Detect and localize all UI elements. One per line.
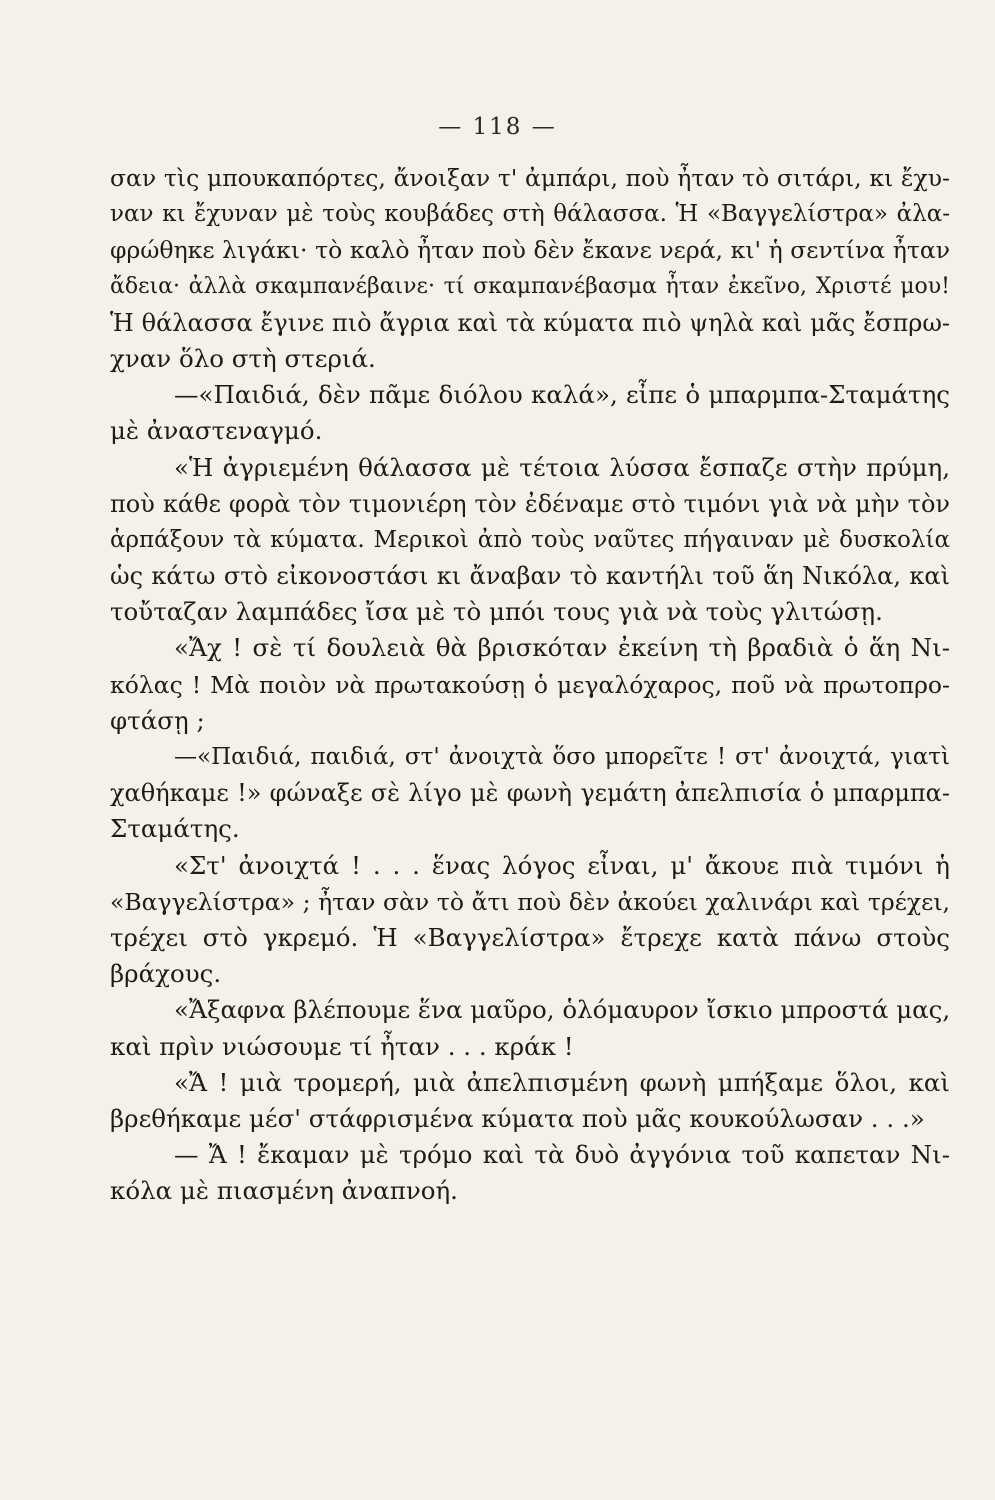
text-line: κόλα μὲ πιασμένη ἀναπνοή.	[110, 1176, 458, 1206]
text-line: ἁρπάξουν τὰ κύματα. Μερικοὶ ἀπὸ τοὺς ναῦτες πήγαιναν μὲ δυσκολία	[110, 526, 950, 553]
text-line: τοὔταζαν λαμπάδες ἴσα μὲ τὸ μπόι τους γιὰ νὰ τοὺς γλιτώσῃ.	[110, 597, 883, 627]
text-line: βράχους.	[110, 959, 222, 989]
text-line: «Ἡ ἀγριεμένη θάλασσα μὲ τέτοια λύσσα ἔσπαζε στὴν πρύμη,	[174, 452, 950, 482]
text-line: ἄδεια· ἀλλὰ σκαμπανέβαινε· τί σκαμπανέβασμα ἦταν ἐκεῖνο, Χριστέ μου!	[110, 273, 950, 299]
text-line: — Ἄ ! ἔκαμαν μὲ τρόμο καὶ τὰ δυὸ ἀγγόνια τοῦ καπεταν Νι-	[174, 1140, 950, 1170]
text-line: «Ἄχ ! σὲ τί δουλειὰ θὰ βρισκόταν ἐκείνη τὴ βραδιὰ ὁ ἅη Νι-	[174, 633, 950, 663]
body-text	[110, 160, 950, 1209]
text-line: φρώθηκε λιγάκι· τὸ καλὸ ἦταν ποὺ δὲν ἔκανε νερά, κι' ἡ σεντίνα ἦταν	[110, 236, 950, 265]
text-line: Σταμάτης.	[110, 814, 240, 844]
text-line: χαθήκαμε !» φώναξε σὲ λίγο μὲ φωνὴ γεμάτη ἀπελπισία ὁ μπαρμπα-	[110, 779, 950, 808]
text-line: φτάσῃ ;	[110, 705, 205, 735]
text-line: τρέχει στὸ γκρεμό. Ἡ «Βαγγελίστρα» ἔτρεχε κατὰ πάνω στοὺς	[110, 922, 950, 952]
text-line: «Ἄ ! μιὰ τρομερή, μιὰ ἀπελπισμένη φωνὴ μπήξαμε ὅλοι, καὶ	[174, 1067, 950, 1097]
text-line: ὡς κάτω στὸ εἰκονοστάσι κι ἄναβαν τὸ καντήλι τοῦ ἅη Νικόλα, καὶ	[110, 562, 950, 591]
text-line: κόλας ! Μὰ ποιὸν νὰ πρωτακούσῃ ὁ μεγαλόχαρος, ποῦ νὰ πρωτοπρο-	[110, 670, 950, 699]
text-line: —«Παιδιά, δὲν πᾶμε διόλου καλά», εἶπε ὁ μπαρμπα-Σταμάτης	[174, 380, 950, 410]
page-number: — 118 —	[438, 114, 557, 140]
text-line: ποὺ κάθε φορὰ τὸν τιμονιέρη τὸν ἐδέναμε στὸ τιμόνι γιὰ νὰ μὴν τὸν	[110, 489, 950, 518]
text-line: καὶ πρὶν νιώσουμε τί ἦταν . . . κράκ !	[110, 1031, 574, 1061]
text-line: βρεθήκαμε μέσ' στάφρισμένα κύματα ποὺ μᾶς κουκούλωσαν . . .»	[110, 1103, 925, 1133]
text-line: ναν κι ἔχυναν μὲ τοὺς κουβάδες στὴ θάλασσα. Ἡ «Βαγγελίστρα» ἀλα-	[110, 201, 950, 228]
text-line: σαν τὶς μπουκαπόρτες, ἄνοιξαν τ' ἀμπάρι, ποὺ ἦταν τὸ σιτάρι, κι ἔχυ-	[110, 164, 950, 192]
text-line: «Βαγγελίστρα» ; ἦταν σὰν τὸ ἄτι ποὺ δὲν ἀκούει χαλινάρι καὶ τρέχει,	[110, 887, 950, 916]
text-line: «Στ' ἀνοιχτά ! . . . ἕνας λόγος εἶναι, μ' ἄκουε πιὰ τιμόνι ἡ	[174, 850, 950, 880]
text-line: Ἡ θάλασσα ἔγινε πιὸ ἄγρια καὶ τὰ κύματα πιὸ ψηλὰ καὶ μᾶς ἔσπρω-	[110, 308, 950, 337]
text-line: «Ἄξαφνα βλέπουμε ἕνα μαῦρο, ὁλόμαυρον ἴσκιο μπροστά μας,	[174, 995, 951, 1025]
text-line: χναν ὅλο στὴ στεριά.	[110, 343, 376, 373]
text-line: μὲ ἀναστεναγμό.	[110, 416, 323, 446]
text-line: —«Παιδιά, παιδιά, στ' ἀνοιχτὰ ὅσο μπορεῖτε ! στ' ἀνοιχτά, γιατὶ	[174, 744, 950, 770]
